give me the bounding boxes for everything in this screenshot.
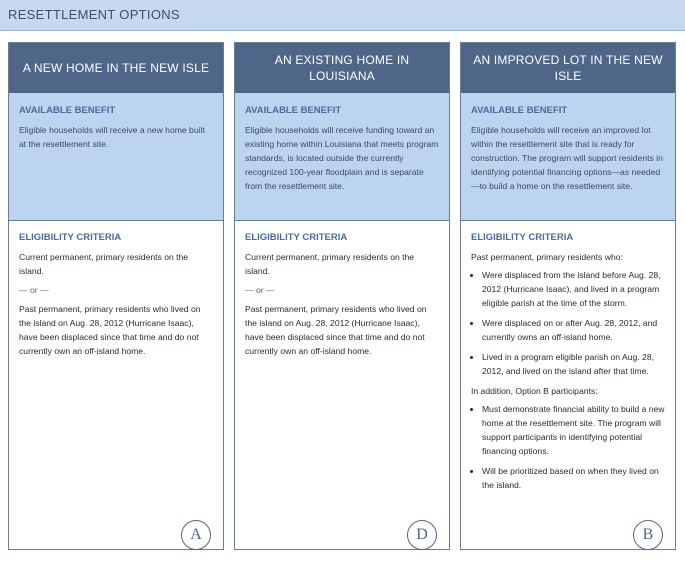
option-badge: D [407,520,437,550]
header-bar [0,0,685,31]
benefit-section [461,93,675,221]
benefit-section [9,93,223,221]
list-item: • Will be prioritized based on when they lived on the island. [482,464,665,492]
benefit-text: Eligible households will receive a new home built at the resettlement site. [19,125,205,149]
eligibility-section [235,221,449,358]
eligibility-section [9,221,223,358]
criteria-past: Past permanent, primary residents who lived on the island on Aug. 28, 2012 (Hurricane Isaac), have been displaced since that time and do not currently own an off-island home. [245,304,427,356]
criteria-current: Current permanent, primary residents on the island. [245,252,415,276]
benefit-section [235,93,449,221]
addition-intro: In addition, Option B participants: [471,386,598,396]
benefit-label: AVAILABLE BENEFIT [245,105,342,116]
eligibility-section [461,221,675,492]
or-divider: — or — [245,285,275,295]
list-item: • Were displaced from the island before Aug. 28, 2012 (Hurricane Isaac), and lived in a program eligible parish at the time of the storm. [482,268,665,310]
eligibility-label: ELIGIBILITY CRITERIA [245,232,348,243]
criteria-past: Past permanent, primary residents who lived on the island on Aug. 28, 2012 (Hurricane Isaac), have been displaced since that time and do not currently own an off-island home. [19,304,201,356]
option-title: A NEW HOME IN THE NEW ISLE [22,61,210,75]
or-divider: — or — [19,285,49,295]
option-title: AN EXISTING HOME IN LOUISIANA [274,53,410,83]
option-header [235,43,449,93]
option-card-improved-lot [460,42,676,550]
benefit-label: AVAILABLE BENEFIT [19,105,116,116]
addition-list [471,402,665,492]
eligibility-label: ELIGIBILITY CRITERIA [471,232,574,243]
option-header [461,43,675,93]
list-item: • Lived in a program eligible parish on Aug. 28, 2012, and lived on the island after that time. [482,350,665,378]
eligibility-label: ELIGIBILITY CRITERIA [19,232,122,243]
benefit-text: Eligible households will receive an improved lot within the resettlement site that is ready for construction. The program will support residents in identifying potential financing options—as needed—to build a home on the resettlement site. [471,125,663,191]
list-item: • Must demonstrate financial ability to build a new home at the resettlement site. The program will support participants in identifying potential financing options. [482,402,665,458]
criteria-current: Current permanent, primary residents on the island. [19,252,189,276]
benefit-label: AVAILABLE BENEFIT [471,105,568,116]
option-badge: A [181,520,211,550]
option-card-new-home [8,42,224,550]
page-title: RESETTLEMENT OPTIONS [8,7,180,22]
option-title: AN IMPROVED LOT IN THE NEW ISLE [473,53,663,83]
criteria-list [471,268,665,378]
benefit-text: Eligible households will receive funding toward an existing home within Louisiana that meets program standards, is located outside the currently recognized 100-year floodplain and is separate from the resettlement site. [245,125,439,191]
list-item: • Were displaced on or after Aug. 28, 2012, and currently owns an off-island home. [482,316,665,344]
option-badge: B [633,520,663,550]
criteria-intro: Past permanent, primary residents who: [471,252,623,262]
option-header [9,43,223,93]
option-card-existing-home [234,42,450,550]
